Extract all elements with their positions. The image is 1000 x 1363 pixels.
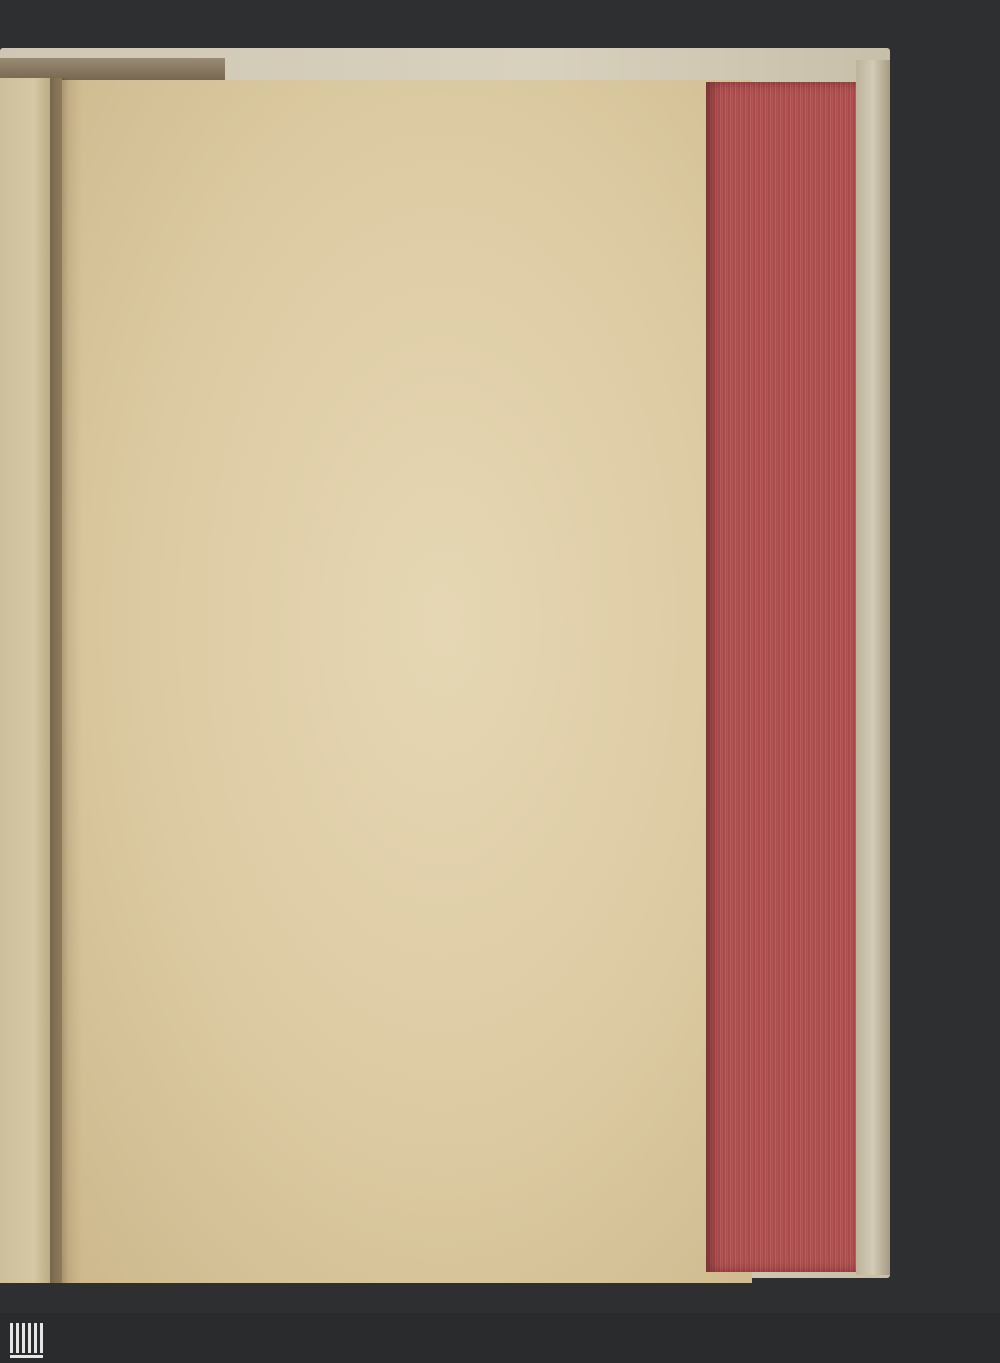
gutter-shadow (50, 78, 82, 1283)
library-logo-icon (8, 1319, 46, 1359)
footer-bar (0, 1313, 1000, 1363)
red-page-edges (706, 82, 856, 1272)
back-cover-edge (856, 60, 890, 1275)
main-page (62, 80, 752, 1283)
